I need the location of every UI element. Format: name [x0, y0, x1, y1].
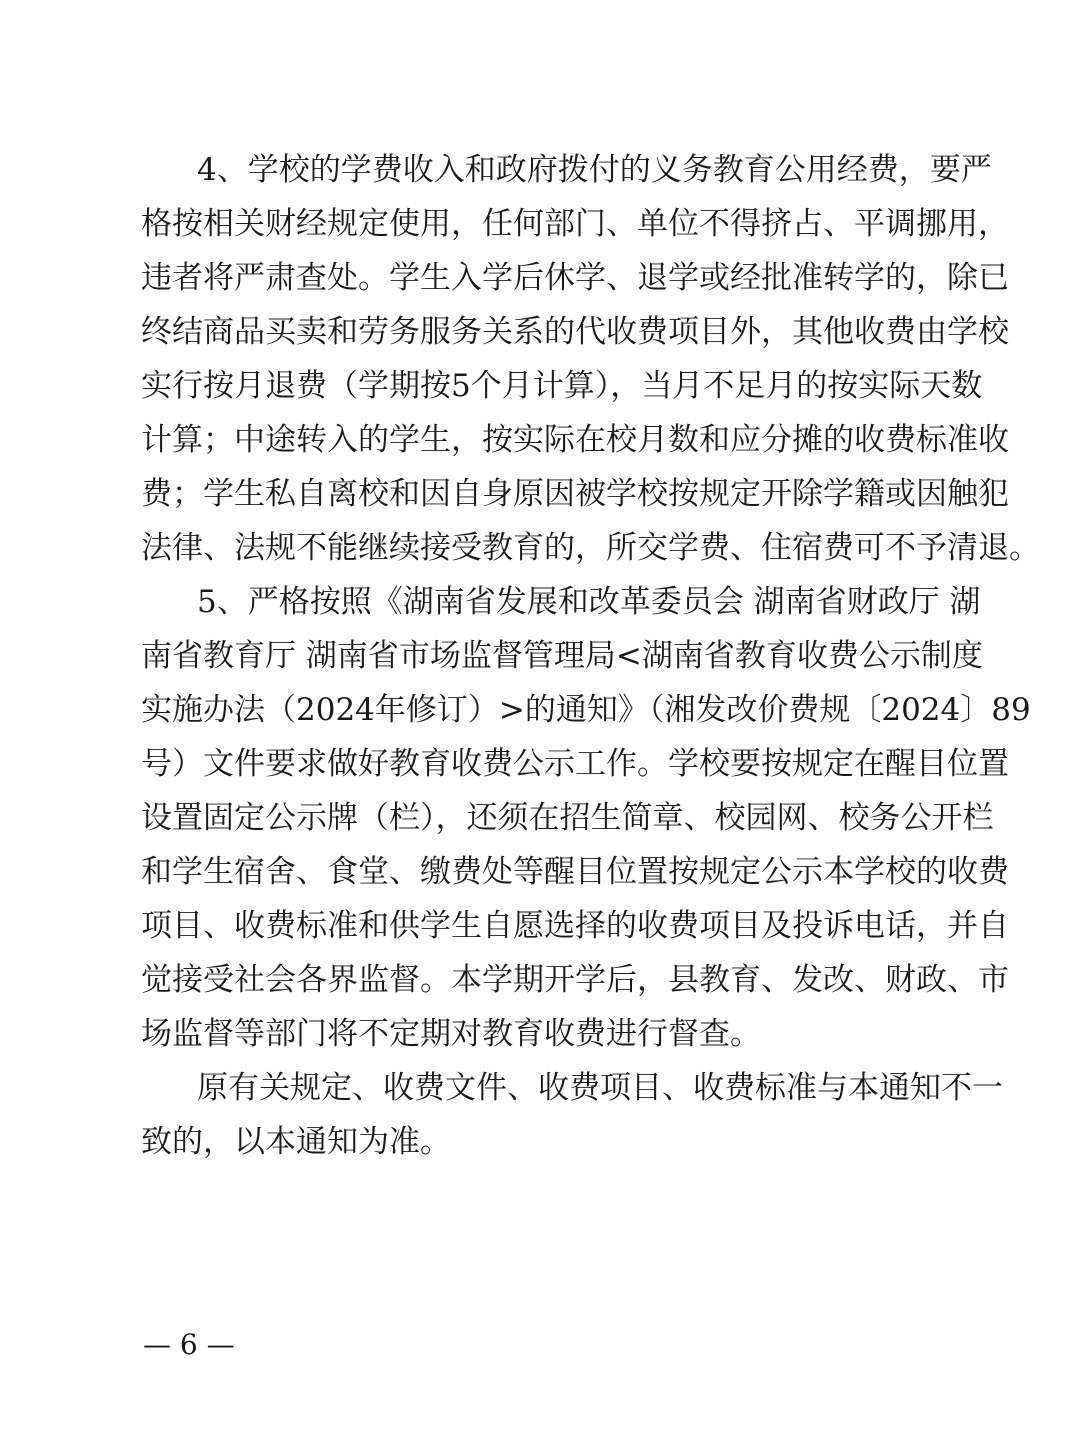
paragraph-5-line: 场监督等部门将不定期对教育收费进行督查。 [141, 1016, 761, 1052]
paragraph-4-line: 法律、法规不能继续接受教育的，所交学费、住宿费可不予清退。 [141, 530, 1040, 566]
paragraph-5-line: 实施办法（2024年修订）>的通知》（湘发改价费规〔2024〕89 [141, 692, 1031, 728]
page-number: — 6 — [143, 1328, 235, 1361]
paragraph-4-line: 格按相关财经规定使用，任何部门、单位不得挤占、平调挪用， [141, 206, 1009, 242]
paragraph-4-line: 计算；中途转入的学生，按实际在校月数和应分摊的收费标准收 [141, 422, 1009, 458]
paragraph-5-line: 和学生宿舍、食堂、缴费处等醒目位置按规定公示本学校的收费 [141, 854, 1009, 890]
paragraph-4-line: 违者将严肃查处。学生入学后休学、退学或经批准转学的，除已 [141, 260, 1009, 296]
paragraph-4-line: 实行按月退费（学期按5个月计算），当月不足月的按实际天数 [141, 368, 983, 404]
paragraph-4-line: 终结商品买卖和劳务服务关系的代收费项目外，其他收费由学校 [141, 314, 1009, 350]
paragraph-5-line: 设置固定公示牌（栏），还须在招生简章、校园网、校务公开栏 [141, 800, 994, 836]
paragraph-5-line: 5、严格按照《湖南省发展和改革委员会 湖南省财政厅 湖 [197, 584, 981, 620]
paragraph-5-line: 号）文件要求做好教育收费公示工作。学校要按规定在醒目位置 [141, 746, 1009, 782]
paragraph-5-line: 觉接受社会各界监督。本学期开学后，县教育、发改、财政、市 [141, 962, 1009, 998]
closing-paragraph-line: 原有关规定、收费文件、收费项目、收费标准与本通知不一 [197, 1070, 1003, 1106]
paragraph-4-line: 4、学校的学费收入和政府拨付的义务教育公用经费，要严 [197, 152, 992, 188]
closing-paragraph-line: 致的，以本通知为准。 [141, 1124, 451, 1160]
paragraph-5-line: 项目、收费标准和供学生自愿选择的收费项目及投诉电话，并自 [141, 908, 1009, 944]
paragraph-4-line: 费；学生私自离校和因自身原因被学校按规定开除学籍或因触犯 [141, 476, 1009, 512]
paragraph-5-line: 南省教育厅 湖南省市场监督管理局<湖南省教育收费公示制度 [141, 638, 983, 674]
